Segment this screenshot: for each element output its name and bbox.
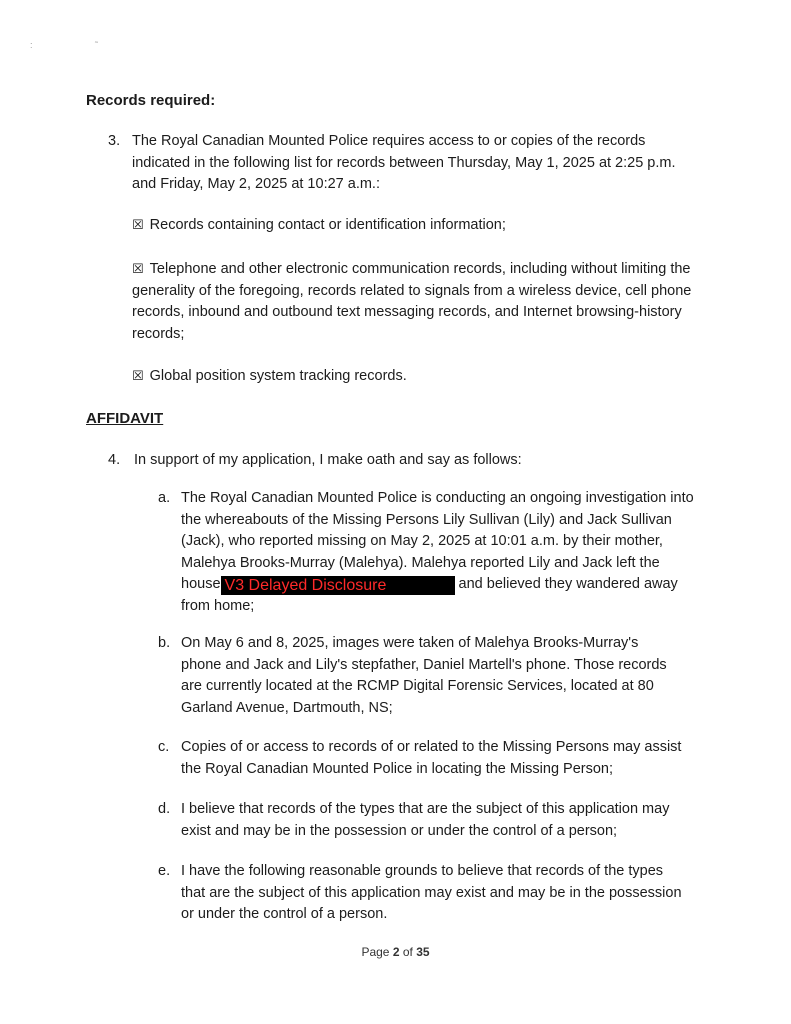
item-4-text: In support of my application, I make oath and say as follows: xyxy=(134,452,522,468)
sub-item-b-text: On May 6 and 8, 2025, images were taken of Malehya Brooks-Murray's phone and Jack and Lily's stepfather, Daniel Martell's phone. Those records are currently located at the RCMP Digital Forensic Services, located at 80 Garland Avenue, Dartmouth, NS; xyxy=(181,635,667,716)
sub-item-a-text-after: and believed they wandered away from home; xyxy=(181,576,678,614)
records-required-heading: Records required: xyxy=(86,92,216,109)
sub-item-a-text-before: The Royal Canadian Mounted Police is conducting an ongoing investigation into the whereabouts of the Missing Persons Lily Sullivan (Lily) and Jack Sullivan (Jack), who reported missing on May 2, 2025 at 10:01 a.m. by their mother, Malehya Brooks-Murray (Malehya). Malehya reported Lily and Jack left the house xyxy=(181,490,694,592)
sub-item-c-letter: c. xyxy=(158,739,170,755)
item-4-number: 4. xyxy=(108,452,121,468)
margin-marks: : ˜ xyxy=(30,40,128,50)
checklist-item-gps xyxy=(132,366,692,388)
checked-box-icon: ☒ xyxy=(132,262,144,277)
checklist-item-telecom xyxy=(132,259,692,345)
item-3-number: 3. xyxy=(108,133,121,149)
page-footer xyxy=(0,945,791,959)
sub-item-c-text: Copies of or access to records of or related to the Missing Persons may assist the Royal Canadian Mounted Police in locating the Missing Person; xyxy=(181,739,682,777)
checklist-item-text: Records containing contact or identification information; xyxy=(149,217,506,233)
sub-item-d-text: I believe that records of the types that are the subject of this application may exist and may be in the possession or under the control of a person; xyxy=(181,801,670,839)
sub-item-a-text xyxy=(181,488,696,617)
item-3-text: The Royal Canadian Mounted Police requires access to or copies of the records indicated in the following list for records between Thursday, May 1, 2025 at 2:25 p.m. and Friday, May 2, 2025 at 10:27 a.m.: xyxy=(132,133,676,192)
checked-box-icon: ☒ xyxy=(132,218,144,233)
footer-of-word: of xyxy=(402,945,413,959)
checked-box-icon: ☒ xyxy=(132,369,144,384)
sub-item-e-text: I have the following reasonable grounds to believe that records of the types that are the subject of this application may exist and may be in the possession or under the control of a person. xyxy=(181,863,682,922)
sub-item-d-letter: d. xyxy=(158,801,171,817)
footer-total-pages: 35 xyxy=(416,945,430,959)
sub-item-e-letter: e. xyxy=(158,863,171,879)
footer-page-word: Page xyxy=(361,945,390,959)
checklist-item-text: Telephone and other electronic communication records, including without limiting the generality of the foregoing, records related to signals from a wireless device, cell phone records, inbound and outbound text messaging records, and Internet browsing-history records; xyxy=(132,261,692,342)
sub-item-a-letter: a. xyxy=(158,490,171,506)
redaction-box: V3 Delayed Disclosure xyxy=(221,576,455,595)
sub-item-b-letter: b. xyxy=(158,635,171,651)
checklist-item-contact xyxy=(132,215,692,237)
affidavit-heading: AFFIDAVIT xyxy=(86,410,164,427)
checklist-item-text: Global position system tracking records. xyxy=(149,368,407,384)
footer-current-page: 2 xyxy=(392,945,400,959)
